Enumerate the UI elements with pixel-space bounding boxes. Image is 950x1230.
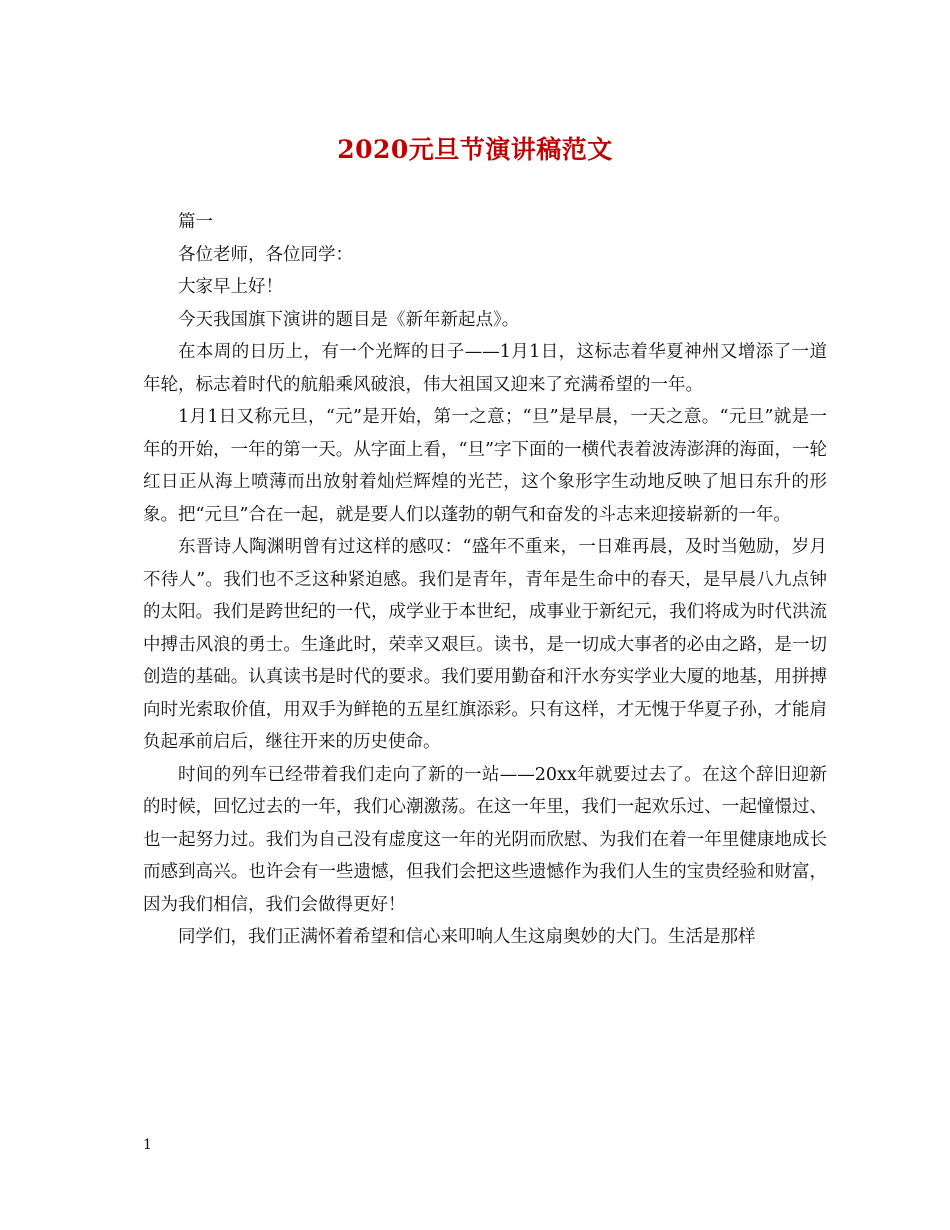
document-title: 2020元旦节演讲稿范文	[337, 135, 613, 164]
paragraph-year-review: 时间的列车已经带着我们走向了新的一站——20xx年就要过去了。在这个辞旧迎新的时候，回忆过去的一年，我们心潮激荡。在这一年里，我们一起欢乐过、一起憧憬过、也一起努力过。我们为自己没有虚度这一年的光阴而欣慰、为我们在着一年里健康地成长而感到高兴。也许会有一些遗憾，但我们会把这些遗憾作为我们人生的宝贵经验和财富，因为我们相信，我们会做得更好！	[143, 764, 827, 915]
paragraph-calendar: 在本周的日历上，有一个光辉的日子——1月1日，这标志着华夏神州又增添了一道年轮，标志着时代的航船乘风破浪，伟大祖国又迎来了充满希望的一年。	[143, 342, 827, 395]
page-number: 1	[143, 1137, 152, 1153]
document-body	[143, 206, 827, 954]
paragraph-section-heading: 篇一	[178, 212, 213, 232]
paragraph-poet-quote: 东晋诗人陶渊明曾有过这样的感叹：“盛年不重来，一日难再晨，及时当勉励，岁月不待人”。我们也不乏这种紧迫感。我们是青年，青年是生命中的春天，是早晨八九点钟的太阳。我们是跨世纪的一代，成学业于本世纪，成事业于新纪元，我们将成为时代洪流中搏击风浪的勇士。生逢此时，荣幸又艰巨。读书，是一切成大事者的必由之路，是一切创造的基础。认真读书是时代的要求。我们要用勤奋和汗水夯实学业大厦的地基，用拼搏向时光索取价值，用双手为鲜艳的五星红旗添彩。只有这样，才无愧于华夏子孙，才能肩负起承前启后，继往开来的历史使命。	[143, 537, 827, 752]
paragraph-salutation: 各位老师，各位同学：	[178, 244, 353, 265]
paragraph-yuandan-meaning: 1月1日又称元旦，“元”是开始，第一之意；“旦”是早晨，一天之意。“元旦”就是一年的开始，一年的第一天。从字面上看，“旦”字下面的一横代表着波涛澎湃的海面，一轮红日正从海上喷薄而出放射着灿烂辉煌的光芒，这个象形字生动地反映了旭日东升的形象。把“元旦”合在一起，就是要人们以蓬勃的朝气和奋发的斗志来迎接崭新的一年。	[143, 407, 827, 525]
paragraph-greeting: 大家早上好！	[178, 277, 283, 297]
paragraph-topic: 今天我国旗下演讲的题目是《新年新起点》。	[178, 309, 520, 330]
paragraph-closing-start: 同学们，我们正满怀着希望和信心来叩响人生这扇奥妙的大门。生活是那样	[178, 927, 756, 947]
